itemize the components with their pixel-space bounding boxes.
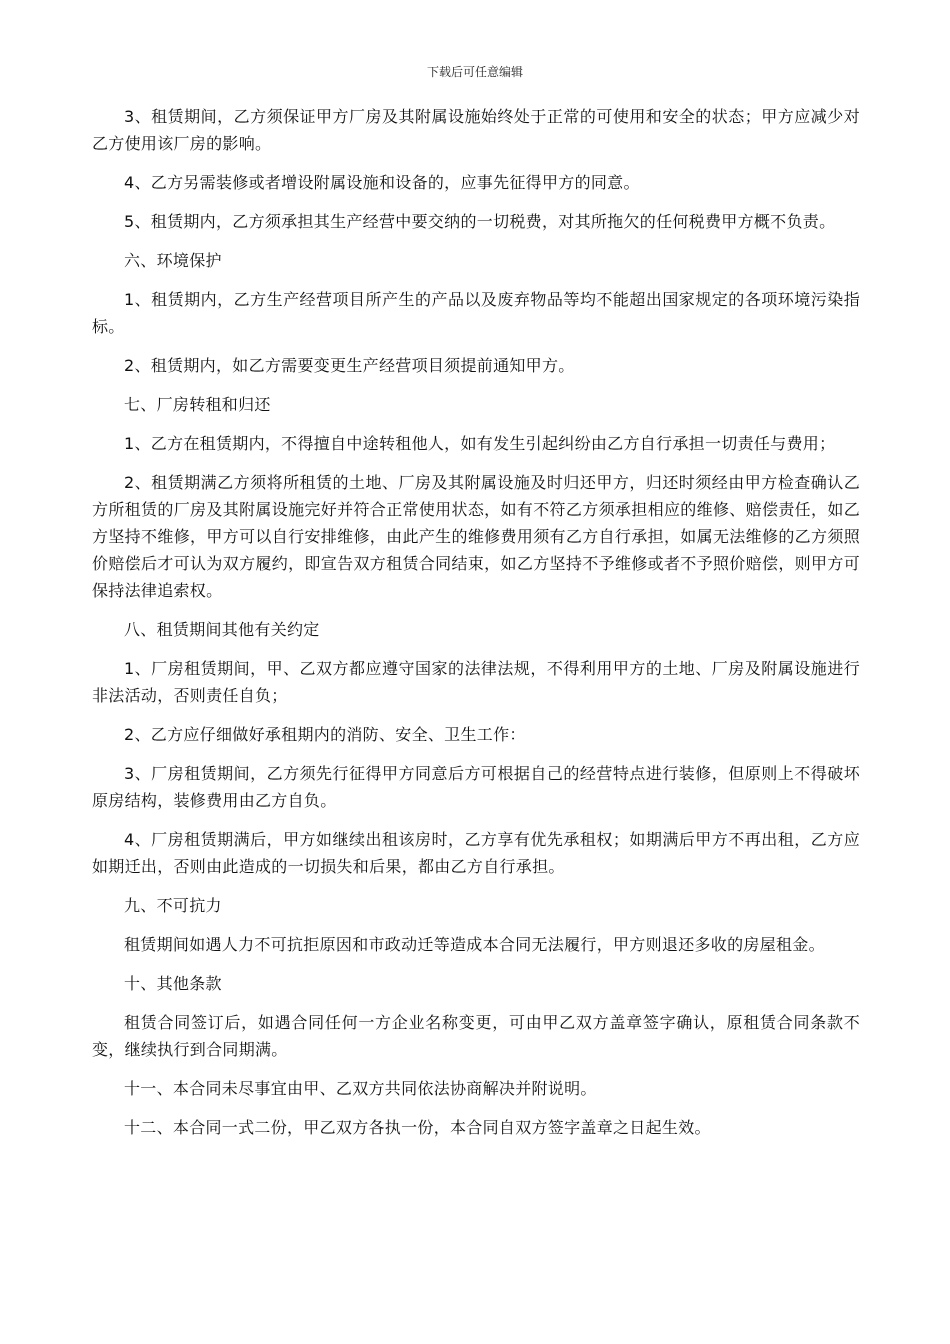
clause-9-text: 租赁期间如遇人力不可抗拒原因和市政动迁等造成本合同无法履行，甲方则退还多收的房屋租金。	[124, 935, 825, 954]
clause-10-text: 租赁合同签订后，如遇合同任何一方企业名称变更，可由甲乙双方盖章签字确认，原租赁合同条款不变，继续执行到合同期满。	[92, 1013, 860, 1059]
clause-5-5: 5、租赁期内，乙方须承担其生产经营中要交纳的一切税费，对其所拖欠的任何税费甲方概不负责。	[124, 212, 836, 231]
clause-8-3: 3、厂房租赁期间，乙方须先行征得甲方同意后方可根据自己的经营特点进行装修，但原则上不得破坏原房结构，装修费用由乙方自负。	[92, 764, 860, 810]
clause-8-4: 4、厂房租赁期满后，甲方如继续出租该房时，乙方享有优先承租权；如期满后甲方不再出租，乙方应如期迁出，否则由此造成的一切损失和后果，都由乙方自行承担。	[92, 830, 860, 876]
section-heading-7: 七、厂房转租和归还	[124, 395, 271, 414]
page-header: 下载后可任意编辑	[426, 65, 523, 79]
clause-12: 十二、本合同一式二份，甲乙双方各执一份，本合同自双方签字盖章之日起生效。	[124, 1118, 711, 1137]
clause-8-2: 2、乙方应仔细做好承租期内的消防、安全、卫生工作：	[124, 725, 526, 744]
clause-6-1: 1、租赁期内，乙方生产经营项目所产生的产品以及废弃物品等均不能超出国家规定的各项环境污染指标。	[92, 290, 860, 336]
clause-7-1: 1、乙方在租赁期内，不得擅自中途转租他人，如有发生引起纠纷由乙方自行承担一切责任与费用；	[124, 434, 836, 453]
section-heading-6: 六、环境保护	[124, 251, 222, 270]
clause-5-3: 3、租赁期间，乙方须保证甲方厂房及其附属设施始终处于正常的可使用和安全的状态；甲方应减少对乙方使用该厂房的影响。	[92, 107, 860, 153]
section-heading-9: 九、不可抗力	[124, 896, 222, 915]
clause-11: 十一、本合同未尽事宜由甲、乙双方共同依法协商解决并附说明。	[124, 1079, 597, 1098]
section-heading-8: 八、租赁期间其他有关约定	[124, 620, 320, 639]
clause-6-2: 2、租赁期内，如乙方需要变更生产经营项目须提前通知甲方。	[124, 356, 575, 375]
clause-5-4: 4、乙方另需装修或者增设附属设施和设备的，应事先征得甲方的同意。	[124, 173, 640, 192]
section-heading-10: 十、其他条款	[124, 974, 222, 993]
document-body	[92, 103, 860, 1153]
clause-7-2: 2、租赁期满乙方须将所租赁的土地、厂房及其附属设施及时归还甲方，归还时须经由甲方检查确认乙方所租赁的厂房及其附属设施完好并符合正常使用状态，如有不符乙方须承担相应的维修、赔偿责任，如乙方坚持不维修，甲方可以自行安排维修，由此产生的维修费用须有乙方自行承担，如属无法维修的乙方须照价赔偿后才可认为双方履约，即宣告双方租赁合同结束，如乙方坚持不予维修或者不予照价赔偿，则甲方可保持法律追索权。	[92, 473, 860, 600]
clause-8-1: 1、厂房租赁期间，甲、乙双方都应遵守国家的法律法规，不得利用甲方的土地、厂房及附属设施进行非法活动，否则责任自负；	[92, 659, 860, 705]
